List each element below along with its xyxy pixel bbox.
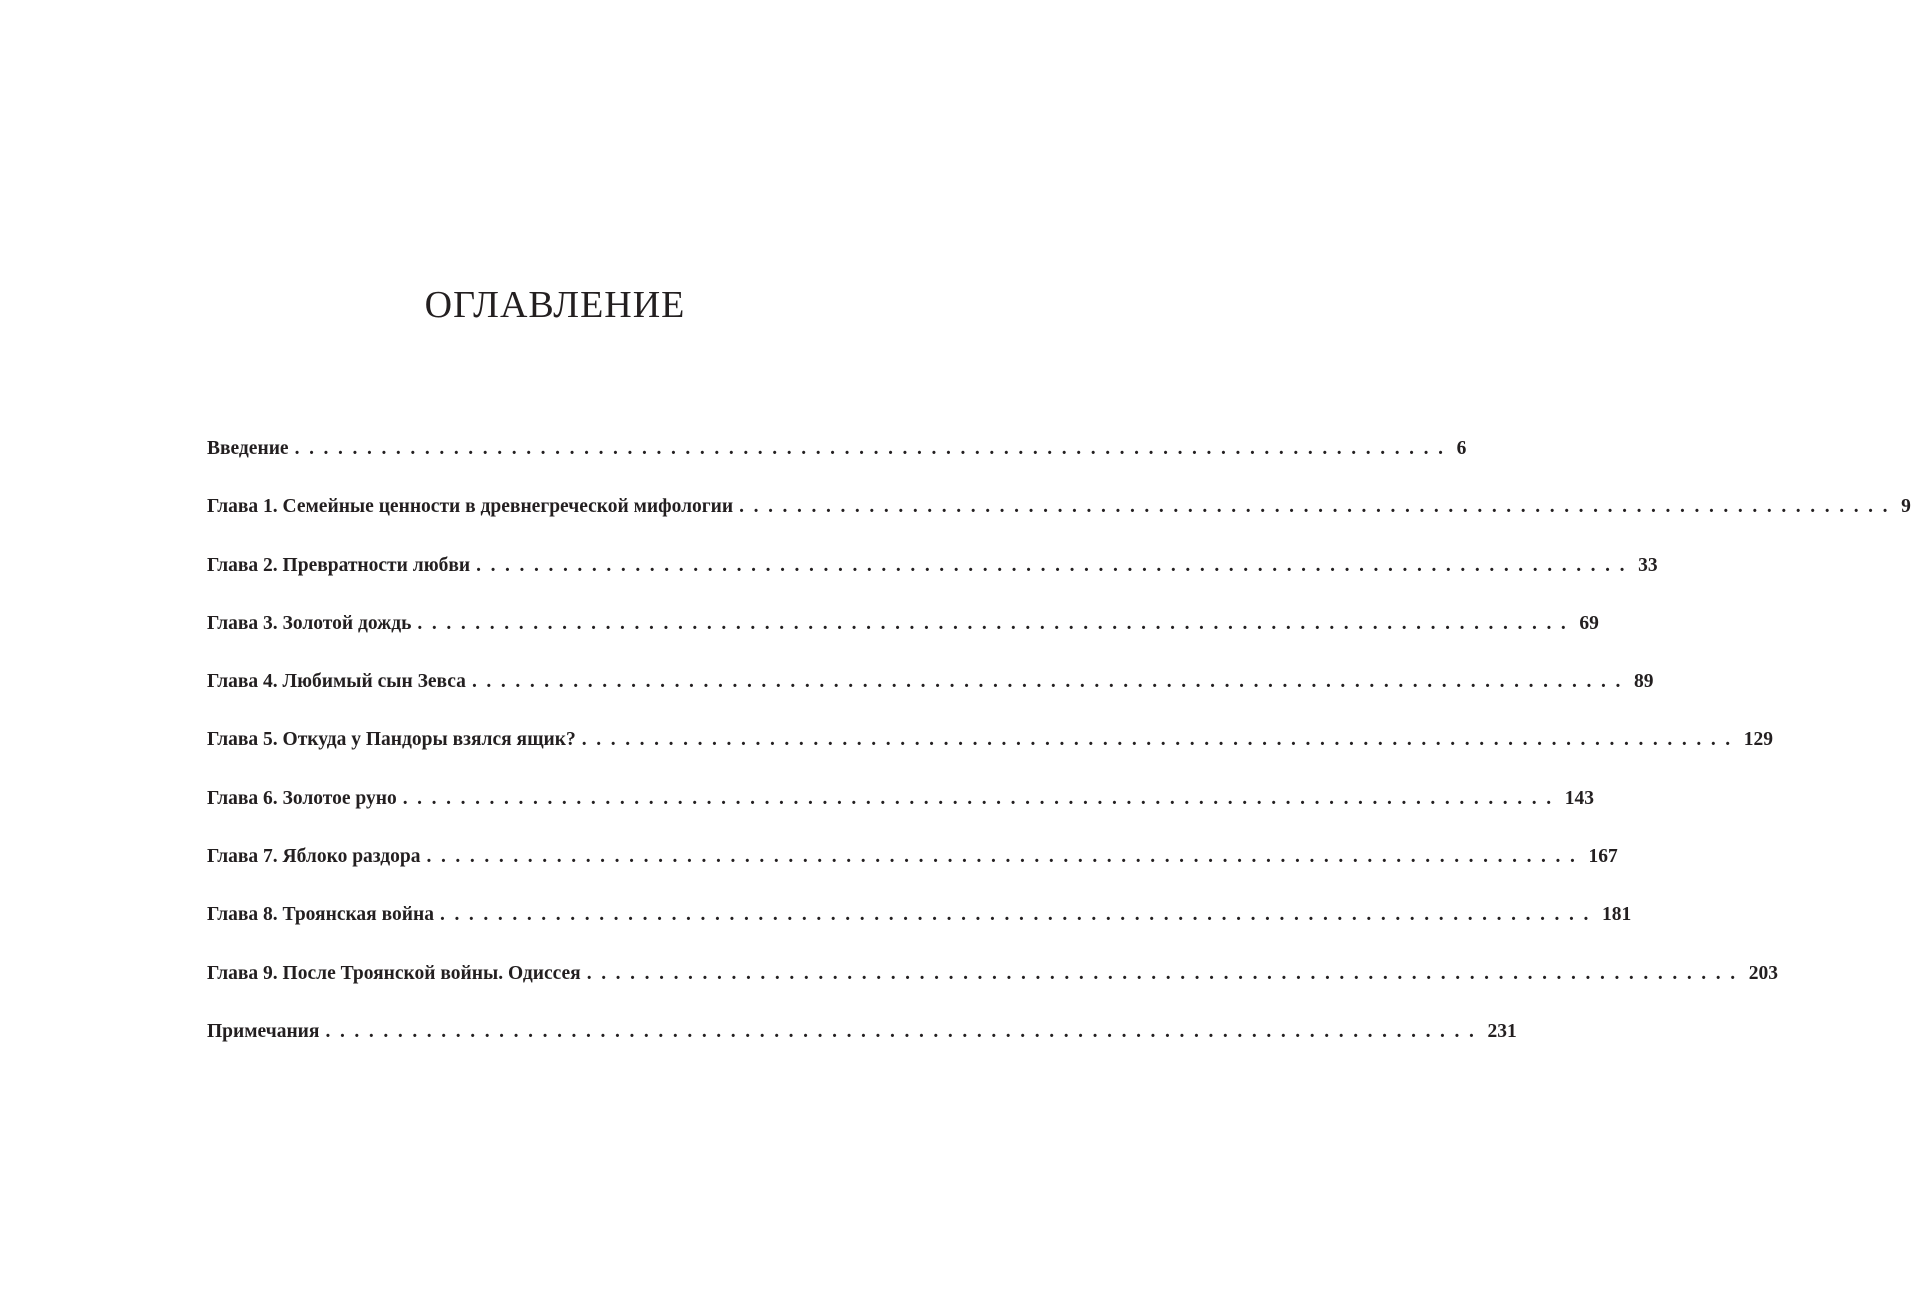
toc-entry-label: Глава 6. Золотое руно bbox=[207, 787, 397, 809]
toc-entry-label: Глава 3. Золотой дождь bbox=[207, 612, 412, 634]
toc-entry-label: Глава 5. Откуда у Пандоры взялся ящик? bbox=[207, 729, 576, 751]
dot-leader: ................................................................................ bbox=[581, 729, 1740, 751]
toc-entry-label: Глава 7. Яблоко раздора bbox=[207, 846, 421, 868]
toc-entry-notes[interactable] bbox=[207, 1015, 1517, 1073]
dot-leader: ................................................................................ bbox=[586, 962, 1745, 984]
dot-leader: ................................................................................ bbox=[294, 438, 1453, 459]
toc-entry-chapter-6[interactable] bbox=[207, 782, 1594, 840]
dot-leader: ................................................................................ bbox=[402, 787, 1561, 809]
dot-leader: ................................................................................ bbox=[476, 554, 1635, 576]
toc-entry-introduction[interactable] bbox=[207, 432, 1467, 490]
toc-entry-label: Глава 1. Семейные ценности в древнегреческой мифологии bbox=[207, 496, 734, 518]
toc-entry-page: 69 bbox=[1579, 612, 1599, 634]
toc-entry-chapter-2[interactable] bbox=[207, 549, 1658, 607]
table-of-contents bbox=[207, 432, 1911, 1073]
toc-entry-label: Глава 9. После Троянской войны. Одиссея bbox=[207, 962, 581, 984]
toc-entry-page: 33 bbox=[1638, 554, 1658, 576]
dot-leader: ................................................................................ bbox=[417, 612, 1576, 634]
toc-entry-page: 129 bbox=[1743, 729, 1774, 751]
toc-entry-chapter-5[interactable] bbox=[207, 723, 1774, 781]
toc-entry-label: Глава 8. Троянская война bbox=[207, 904, 434, 926]
toc-entry-chapter-3[interactable] bbox=[207, 607, 1599, 665]
dot-leader: ................................................................................ bbox=[325, 1020, 1484, 1042]
toc-entry-chapter-1[interactable] bbox=[207, 490, 1911, 548]
toc-entry-label: Глава 2. Превратности любви bbox=[207, 554, 471, 576]
toc-entry-page: 143 bbox=[1564, 787, 1594, 809]
toc-entry-page: 231 bbox=[1487, 1020, 1517, 1042]
toc-entry-page: 167 bbox=[1588, 846, 1618, 868]
dot-leader: ................................................................................ bbox=[439, 904, 1598, 926]
page-title: ОГЛАВЛЕНИЕ bbox=[424, 284, 686, 326]
toc-entry-label: Глава 4. Любимый сын Зевса bbox=[207, 671, 466, 693]
toc-entry-page: 203 bbox=[1748, 962, 1778, 984]
toc-entry-page: 89 bbox=[1633, 671, 1654, 693]
dot-leader: ................................................................................ bbox=[471, 671, 1630, 693]
dot-leader: ................................................................................ bbox=[426, 846, 1585, 868]
dot-leader: ................................................................................ bbox=[739, 496, 1898, 518]
toc-entry-page: 9 bbox=[1901, 496, 1911, 518]
toc-entry-chapter-9[interactable] bbox=[207, 957, 1778, 1015]
toc-entry-page: 6 bbox=[1456, 438, 1467, 459]
toc-entry-chapter-8[interactable] bbox=[207, 898, 1632, 956]
toc-entry-label: Примечания bbox=[207, 1020, 320, 1042]
toc-entry-chapter-7[interactable] bbox=[207, 840, 1618, 898]
toc-entry-chapter-4[interactable] bbox=[207, 665, 1654, 723]
toc-entry-label: Введение bbox=[207, 438, 289, 459]
toc-entry-page: 181 bbox=[1601, 904, 1632, 926]
